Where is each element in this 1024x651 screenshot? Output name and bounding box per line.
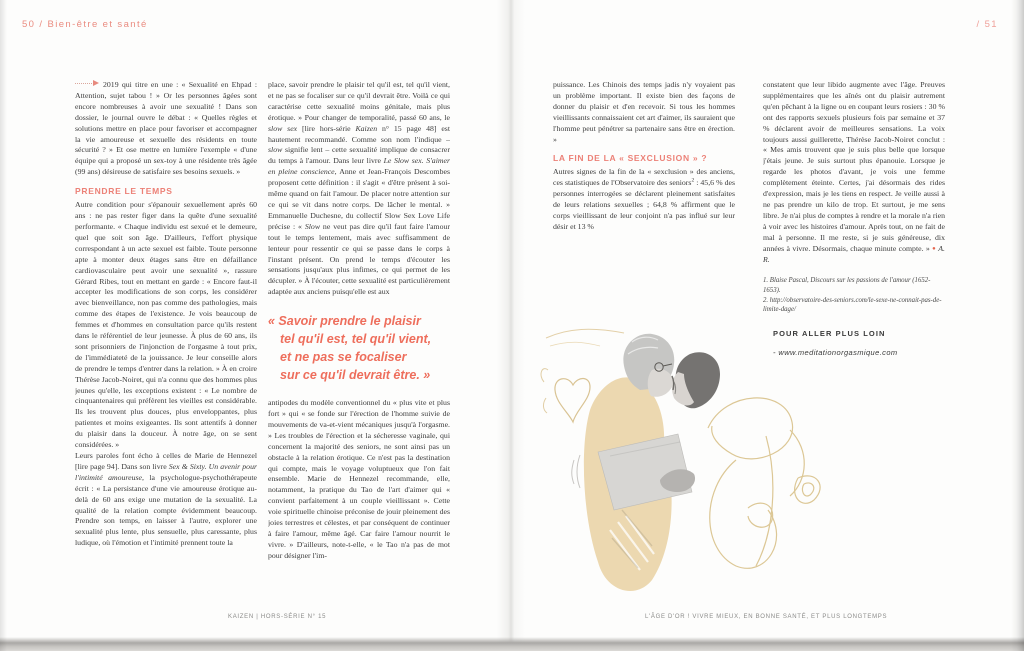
footnote: 1. Blaise Pascal, Discours sur les passions de l'amour (1652-1653). (763, 277, 931, 294)
further-reading-box (763, 329, 945, 358)
column-3 (553, 80, 735, 636)
paragraph: Autres signes de la fin de la « sexclusion » des anciens, ces statistiques de l'Observatoire des seniors$^2$ : 45,6 % des personnes interrogées se déclarent pleinement satisfaites de leurs relations sexuelles ; 64,8 % affirment que le corps vieillissant de leur conjoint n'a pas influé sur leur désir et 13 % (553, 167, 735, 231)
footnotes (763, 276, 945, 314)
paragraph: 2019 qui titre en une : « Sexualité en Ehpad : Attention, sujet tabou ! » Or les personnes âgées sont encore nombreuses à avoir une sexualité ! Dans son dossier, le journal ouvre le débat : « Quelles règles et solutions mettre en place pour favoriser et accompagner la vie amoureuse et sexuelle des résidents en toute sécurité ? » Et ose mettre en lumière l'exemple « d'une équipe qui a proposé un sex-toy à une résidente très âgée (99 ans) désireuse de satisfaire ses besoins sexuels. » (75, 80, 257, 177)
page-number-right: / 51 (976, 19, 998, 30)
paragraph: place, savoir prendre le plaisir tel qu'il est, tel qu'il vient, et ne pas se focaliser sur ce qu'il devrait être. Voilà ce qui caractérise cette sexualité moins génitale, mais plus érotique. » Pour changer de temporalité, passé 60 ans, le slow sex [lire hors-série Kaizen n° 15 page 48] est hautement recommandé. Comme son nom l'indique – slow signifie lent – cette sexualité implique de consacrer du temps à l'amour. Dans leur livre Le Slow sex. S'aimer en pleine conscience, Anne et Jean-François Descombes proposent cette définition : il s'agit « d'être présent à soi-même quand on fait l'amour. De placer notre attention sur ce qui se vit dans notre corps. De lâcher le mental. » Emmanuelle Duchesne, du collectif Slow Sex Love Life précise : « Slow ne veut pas dire qu'il faut faire l'amour tout le temps lentement, mais avec suffisamment de lenteur pour ressentir ce qui se passe dans le corps à l'instant présent. On prend le temps d'écouter les sensations jusqu'aux plus infimes, ce qui permet de les décupler. » À l'écouter, cette sexualité est particulièrement adaptée aux anciens puisqu'elle est aux (268, 80, 450, 297)
continuation-arrow-icon (75, 80, 99, 87)
section-heading: LA FIN DE LA « SEXCLUSION » ? (553, 153, 708, 164)
column-2 (268, 80, 450, 636)
pull-quote-line: « Savoir prendre le plaisir (268, 314, 421, 329)
further-reading-title: POUR ALLER PLUS LOIN (773, 328, 886, 338)
page-bottom-edge (0, 637, 1024, 651)
page-left-edge (0, 0, 7, 651)
column-4 (763, 80, 945, 636)
section-heading: PRENDRE LE TEMPS (75, 186, 173, 197)
paragraph: antipodes du modèle conventionnel du « plus vite et plus fort » qui « se fonde sur l'érection de l'homme suivie de mouvements de va-et-vient mécaniques jusqu'à l'orgasme. » Les troubles de l'érection et la sécheresse vaginale, qui concernent la majorité des seniors, ne sont ainsi pas un obstacle à la relation érotique. Ce n'est pas la destination qui compte, mais le voyage voluptueux que l'on fait ensemble. Marie de Hennezel recommande, elle, notamment, la pratique du Tao de l'art d'aimer qui « convient parfaitement à un couple vieillissant ». Cette voie spirituelle chinoise préconise de jouir pleinement des joies terrestres et célestes, et par conséquent de continuer à faire l'amour, même âgé. Car faire l'amour nourrit le vivre. » D'ailleurs, note-t-elle, « le Tao n'a pas de mot pour désigner l'im- (268, 398, 450, 560)
pull-quote (268, 312, 450, 384)
column-1 (75, 80, 257, 636)
footer-issue-title: L'ÂGE D'OR ! VIVRE MIEUX, EN BONNE SANTÉ, ET PLUS LONGTEMPS (645, 614, 888, 620)
further-reading-link: - www.meditationorgasmique.com (773, 347, 898, 357)
pull-quote-line: et ne pas se focaliser (280, 350, 407, 365)
paragraph: puissance. Les Chinois des temps jadis n'y voyaient pas un problème important. Il existe bien des façons de donner du plaisir et d'en recevoir. Si tous les hommes vieillissants connaissaient cet art d'aimer, ils sauraient que l'homme peut pénétrer sa partenaire sans être en érection. » (553, 80, 735, 144)
footer-magazine-title: KAIZEN | HORS-SÉRIE N° 15 (228, 614, 327, 620)
paragraph: constatent que leur libido augmente avec l'âge. Preuves supplémentaires que les aînés ont du plaisir autrement qu'en pêchant à la ligne ou en coupant leurs rosiers : 30 % ont des rapports sexuels plusieurs fois par semaine et 37 % déclarent avoir de meilleures sensations. La voix toujours aussi guillerette, Thérèse Jacob-Noiret conclut : « Mes amis trouvent que je suis plus belle que lorsque j'étais jeune. Je suis surtout plus épanouie. Lorsque je regarde les photos d'avant, je vois une femme complètement éteinte. Certes, j'ai désormais des rides d'expression, mais je les tiens en respect. Je veille aussi à ne pas prendre un kilo de trop. Et surtout, je me sens libre. Je n'ai plus de comptes à rendre et la morale n'a rien à voir avec les histoires d'amour. Après tout, on ne fait de mal à personne. Il me reste, si je suis généreuse, dix années à vivre. Désormais, chaque minute compte. » ● A. R. (763, 80, 945, 264)
paragraph: Leurs paroles font écho à celles de Marie de Hennezel [lire page 94]. Dans son livre Sex & Sixty. Un avenir pour l'intimité amoureuse, la psychologue-psychothérapeute écrit : « La persistance d'une vie amoureuse érotique au-delà de 60 ans exige une mutation de la sexualité. La qualité de la relation compte évidemment beaucoup. Prendre son temps, en laisser à l'autre, explorer une sexualité plus lente, plus sensuelle, plus caressante, plus ludique, où l'émotion et l'intimité prennent toute la (75, 451, 257, 548)
pull-quote-line: tel qu'il est, tel qu'il vient, (280, 332, 432, 347)
paragraph: Autre condition pour s'épanouir sexuellement après 60 ans : ne pas rester figer dans la quête d'une sexualité performante. « Chaque individu est sexué et le demeure, quel que soit son âge. D'ailleurs, l'effort physique correspondant à un acte sexuel est faible. Toute personne apte à monter deux étages sans être en défaillance cardiovasculaire peut avoir une sexualité », rassure Gérard Ribes, tout en mettant en garde : « Encore faut-il accepter les modifications de son corps, les considérer avec bienveillance, non pas comme des pathologies, mais comme des étapes de l'existence. Je vois beaucoup de femmes et d'hommes en consultation parce qu'ils restent dans le référentiel de leur jeunesse. À plus de 60 ans, ils sont prisonniers de l'injonction de l'orgasme à tout prix, de l'immédiateté de la jouissance. Je leur conseille alors de prendre le temps d'entrer dans la relation. » À en croire Thérèse Jacob-Noiret, qui n'a connu que des hommes plus jeunes qu'elle, les exceptions existent : « Le nombre de cinquantenaires qui préfèrent les vieilles est considérable. Ils les trouvent plus douces, plus enveloppantes, plus patientes et moins exigeantes. Ils sont attentifs à donner du plaisir dans la douceur. À notre âge, on se sent considérées. » (75, 200, 257, 450)
spine-fold-shadow (497, 0, 525, 651)
pull-quote-line: sur ce qu'il devrait être. » (280, 368, 431, 383)
footnote: 2. http://observatoire-des-seniors.com/le-sexe-ne-connait-pas-de-limite-dage/ (763, 297, 942, 314)
running-head-left: 50 / Bien-être et santé (22, 19, 148, 30)
